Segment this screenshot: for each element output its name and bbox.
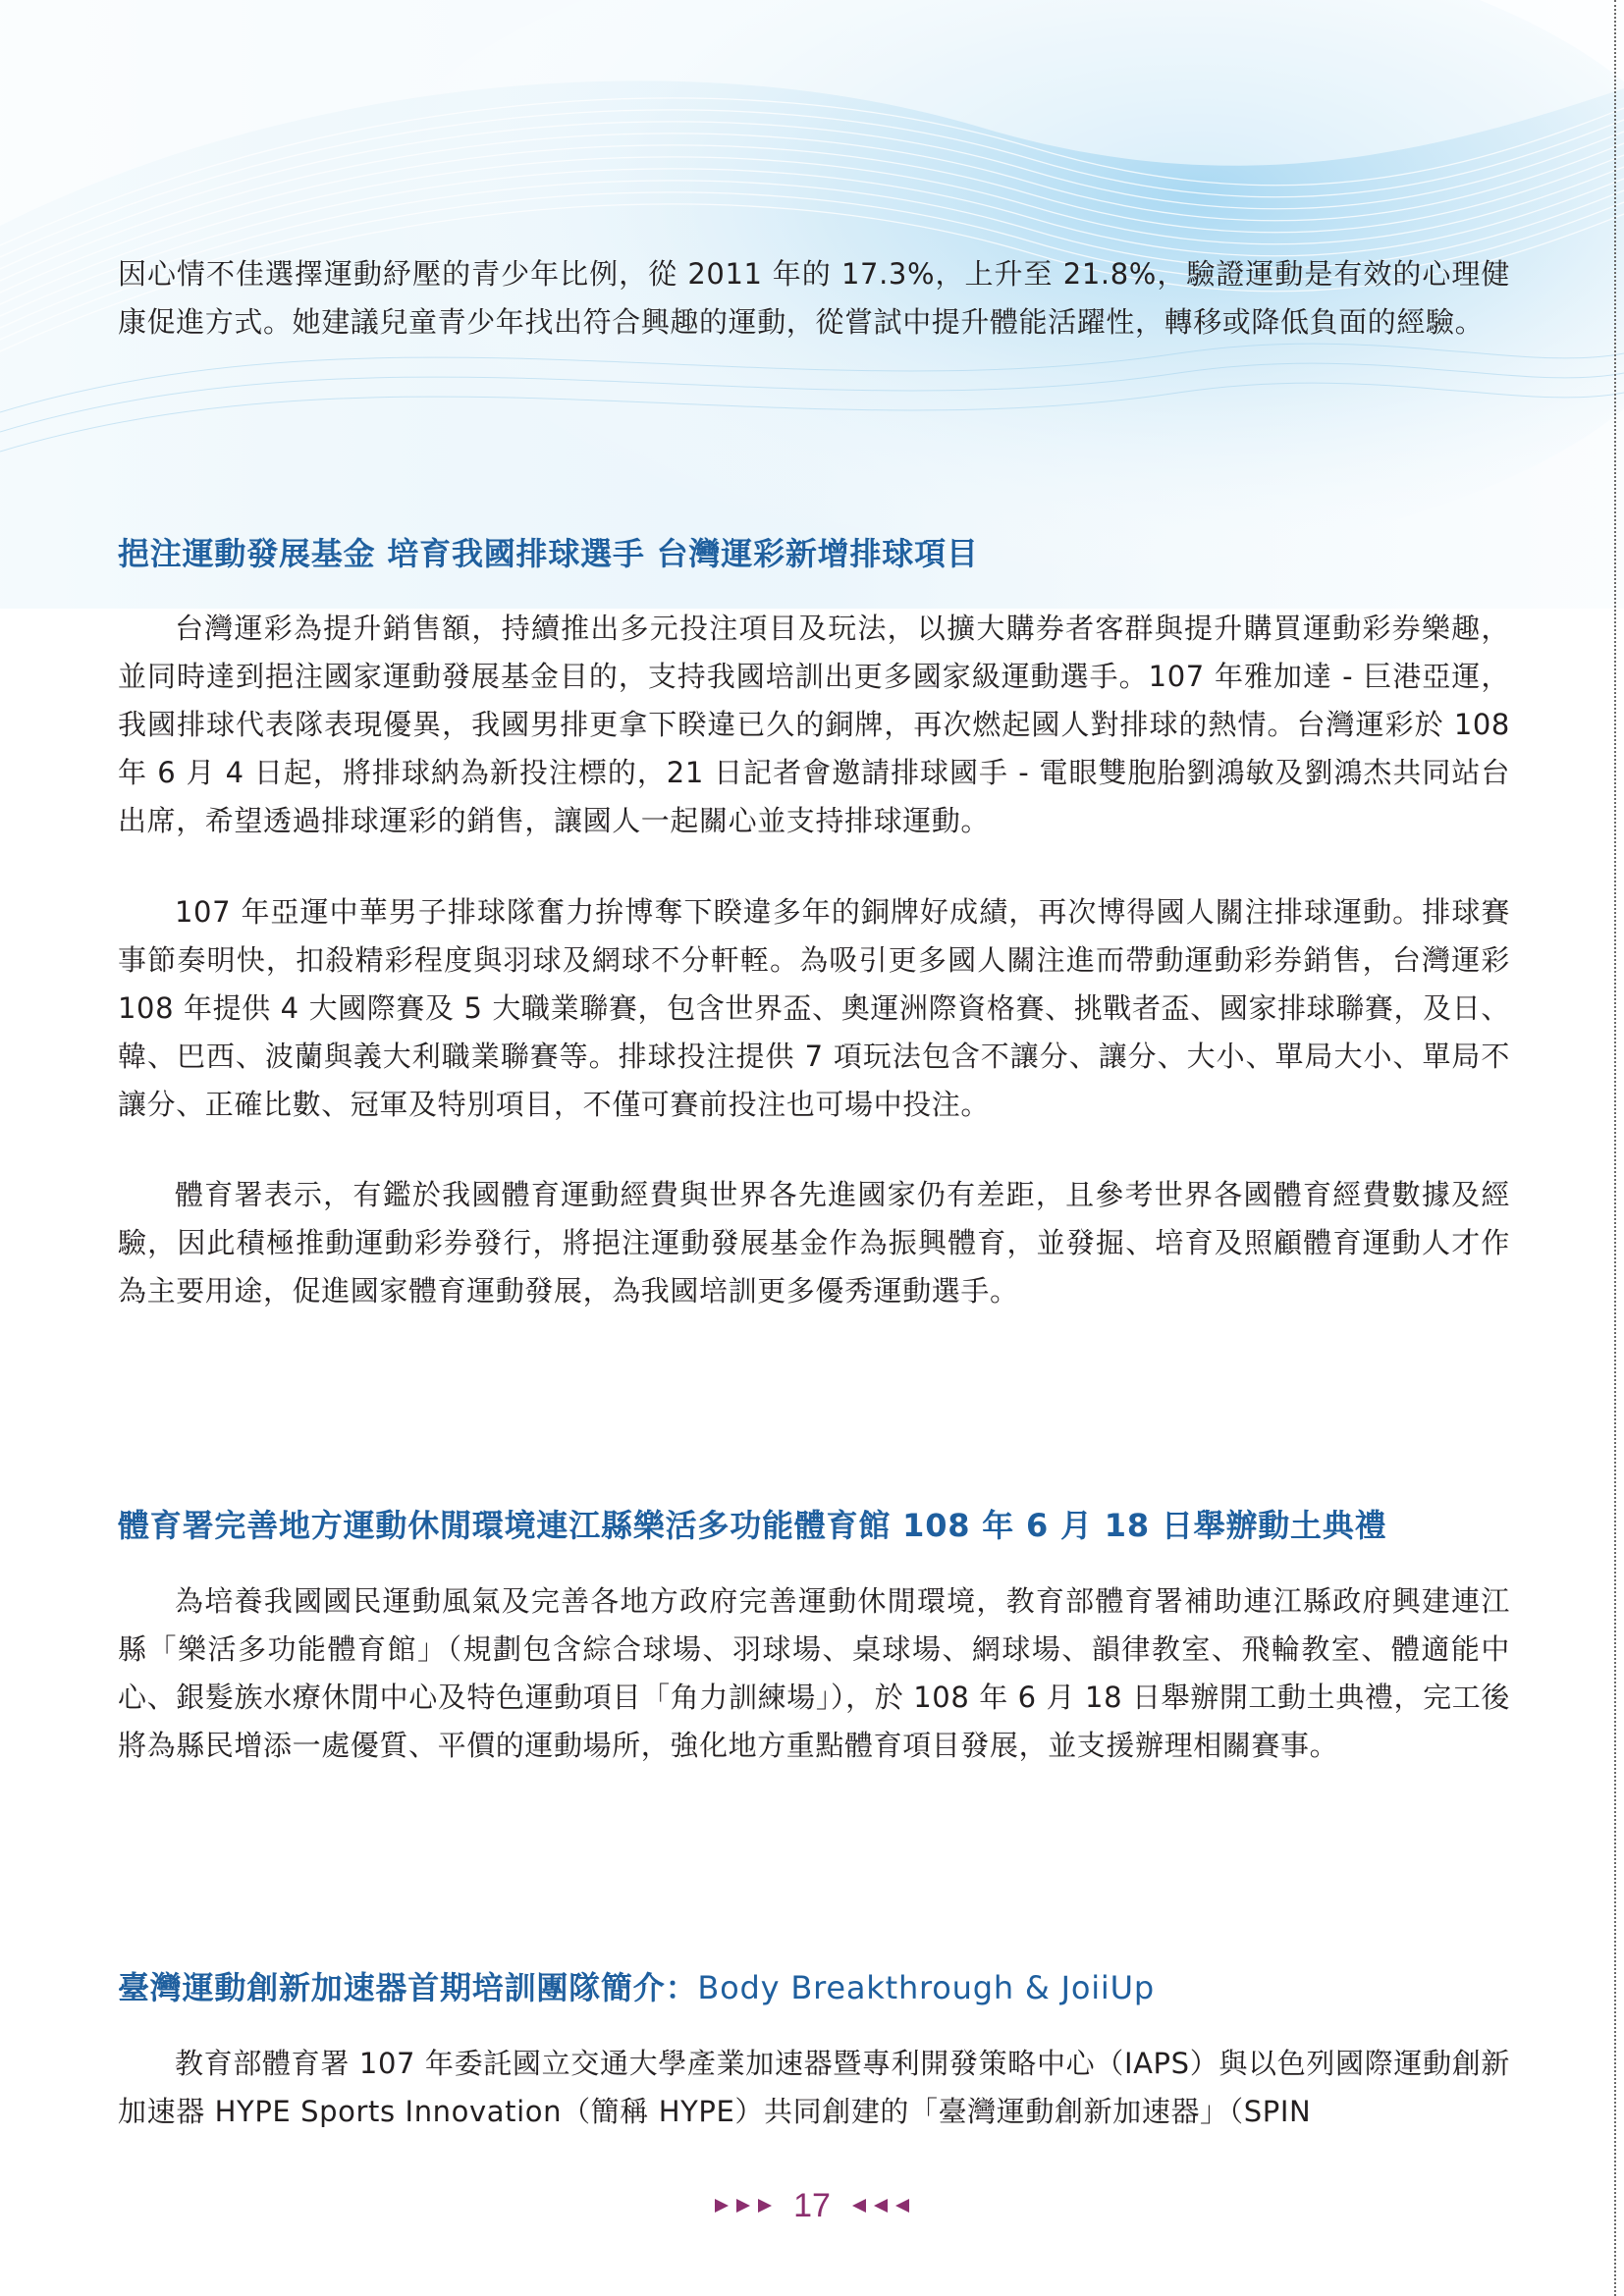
page-edge-dotted-rule: [1614, 0, 1618, 2296]
page-number: 17: [793, 2186, 831, 2224]
spin-accelerator-paragraph: 教育部體育署 107 年委託國立交通大學產業加速器暨專利開發策略中心（IAPS）與以色列國際運動創新加速器 HYPE Sports Innovation（簡稱 HYPE）共同創建的「臺灣運動創新加速器」（SPIN: [118, 2047, 1510, 2128]
volleyball-paragraph-2: 107 年亞運中華男子排球隊奮力拚博奪下睽違多年的銅牌好成績，再次博得國人關注排球運動。排球賽事節奏明快，扣殺精彩程度與羽球及網球不分軒輊。為吸引更多國人關注進而帶動運動彩券銷售，台灣運彩 108 年提供 4 大國際賽及 5 大職業聯賽，包含世界盃、奧運洲際資格賽、挑戰者盃、國家排球聯賽，及日、韓、巴西、波蘭與義大利職業聯賽等。排球投注提供 7 項玩法包含不讓分、讓分、大小、單局大小、單局不讓分、正確比數、冠軍及特別項目，不僅可賽前投注也可場中投注。: [118, 895, 1510, 1121]
spin-heading-latin: Body Breakthrough & JoiiUp: [697, 1969, 1155, 2006]
intro-paragraph: 因心情不佳選擇運動紓壓的青少年比例，從 2011 年的 17.3%，上升至 21.8%，驗證運動是有效的心理健康促進方式。她建議兒童青少年找出符合興趣的運動，從嘗試中提升體能活躍性，轉移或降低負面的經驗。: [118, 257, 1510, 339]
lienchiang-gym-paragraph: 為培養我國國民運動風氣及完善各地方政府完善運動休閒環境，教育部體育署補助連江縣政府興建連江縣「樂活多功能體育館」（規劃包含綜合球場、羽球場、桌球場、網球場、韻律教室、飛輪教室、體適能中心、銀髮族水療休閒中心及特色運動項目「角力訓練場」），於 108 年 6 月 18 日舉辦開工動土典禮，完工後將為縣民增添一處優質、平價的運動場所，強化地方重點體育項目發展，並支援辦理相關賽事。: [118, 1584, 1510, 1762]
spin-heading-cjk: 臺灣運動創新加速器首期培訓團隊簡介：: [118, 1969, 698, 2006]
triple-right-arrow-icon: [715, 2197, 776, 2215]
volleyball-paragraph-3: 體育署表示，有鑑於我國體育運動經費與世界各先進國家仍有差距，且參考世界各國體育經費數據及經驗，因此積極推動運動彩券發行，將挹注運動發展基金作為振興體育，並發掘、培育及照顧體育運動人才作為主要用途，促進國家體育運動發展，為我國培訓更多優秀運動選手。: [118, 1178, 1510, 1308]
section-heading-lienchiang-gym: 體育署完善地方運動休閒環境連江縣樂活多功能體育館 108 年 6 月 18 日舉辦動土典禮: [118, 1507, 1387, 1544]
section-heading-spin-accelerator: [118, 1966, 1522, 2009]
volleyball-paragraph-1: 台灣運彩為提升銷售額，持續推出多元投注項目及玩法，以擴大購券者客群與提升購買運動彩券樂趣，並同時達到挹注國家運動發展基金目的，支持我國培訓出更多國家級運動選手。107 年雅加達 - 巨港亞運，我國排球代表隊表現優異，我國男排更拿下睽違已久的銅牌，再次燃起國人對排球的熱情。台灣運彩於 108 年 6 月 4 日起，將排球納為新投注標的，21 日記者會邀請排球國手 - 電眼雙胞胎劉鴻敏及劉鴻杰共同站台出席，希望透過排球運彩的銷售，讓國人一起關心並支持排球運動。: [118, 612, 1510, 837]
triple-left-arrow-icon: [848, 2197, 909, 2215]
page-footer: [0, 2181, 1624, 2230]
section-heading-volleyball: 挹注運動發展基金 培育我國排球選手 台灣運彩新增排球項目: [118, 535, 979, 572]
